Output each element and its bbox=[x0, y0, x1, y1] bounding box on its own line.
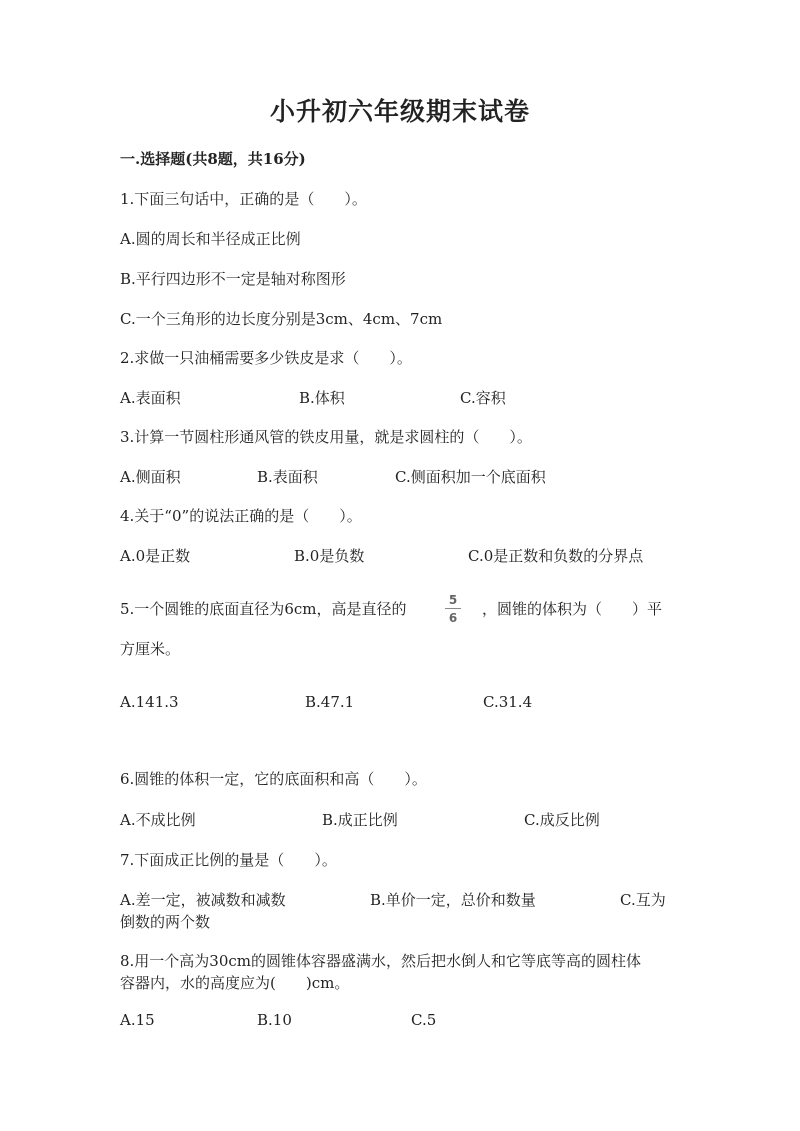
question-6-option-c: C.成反比例 bbox=[524, 811, 600, 829]
question-2-option-c: C.容积 bbox=[460, 389, 506, 407]
fraction-bar bbox=[445, 608, 461, 609]
question-1-option-b: B.平行四边形不一定是轴对称图形 bbox=[120, 270, 346, 288]
question-3-option-b: B.表面积 bbox=[257, 468, 318, 486]
question-4-option-a: A.0是正数 bbox=[120, 547, 191, 565]
question-6-stem: 6.圆锥的体积一定，它的底面积和高（ ）。 bbox=[120, 770, 427, 788]
fraction-five-sixths bbox=[445, 594, 461, 624]
question-8-option-a: A.15 bbox=[120, 1011, 155, 1029]
question-1-option-c: C.一个三角形的边长度分别是3cm、4cm、7cm bbox=[120, 310, 443, 328]
question-2-stem: 2.求做一只油桶需要多少铁皮是求（ ）。 bbox=[120, 349, 412, 367]
question-6-option-a: A.不成比例 bbox=[120, 811, 196, 829]
question-5-stem-end: ，圆锥的体积为（ ）平 bbox=[482, 600, 663, 618]
question-4-stem: 4.关于“0”的说法正确的是（ ）。 bbox=[120, 507, 362, 525]
question-8-stem-line-1: 8.用一个高为30cm的圆锥体容器盛满水，然后把水倒人和它等底等高的圆柱体 bbox=[120, 952, 642, 970]
question-3-stem: 3.计算一节圆柱形通风管的铁皮用量，就是求圆柱的（ ）。 bbox=[120, 428, 532, 446]
question-3-option-c: C.侧面积加一个底面积 bbox=[395, 468, 546, 486]
question-5-stem-start: 5.一个圆锥的底面直径为6cm，高是直径的 bbox=[120, 600, 407, 618]
question-8-option-b: B.10 bbox=[257, 1011, 292, 1029]
question-5-option-c: C.31.4 bbox=[483, 693, 533, 711]
section-heading: 一.选择题(共8题，共16分) bbox=[120, 150, 306, 168]
question-7-option-a: A.差一定，被减数和减数 bbox=[120, 891, 286, 909]
question-7-stem: 7.下面成正比例的量是（ ）。 bbox=[120, 851, 337, 869]
question-7-option-c-line-2: 倒数的两个数 bbox=[120, 913, 211, 931]
question-2-option-b: B.体积 bbox=[299, 389, 345, 407]
question-8-option-c: C.5 bbox=[411, 1011, 437, 1029]
question-7-option-c: C.互为 bbox=[620, 891, 666, 909]
question-4-option-c: C.0是正数和负数的分界点 bbox=[468, 547, 644, 565]
fraction-numerator: 5 bbox=[448, 593, 458, 607]
question-7-option-b: B.单价一定，总价和数量 bbox=[370, 891, 536, 909]
question-3-option-a: A.侧面积 bbox=[120, 468, 181, 486]
question-5-option-a: A.141.3 bbox=[120, 693, 179, 711]
question-4-option-b: B.0是负数 bbox=[294, 547, 365, 565]
question-5-stem-line-2: 方厘米。 bbox=[120, 640, 181, 658]
question-1-option-a: A.圆的周长和半径成正比例 bbox=[120, 230, 301, 248]
question-1-stem: 1.下面三句话中，正确的是（ ）。 bbox=[120, 190, 367, 208]
question-2-option-a: A.表面积 bbox=[120, 389, 181, 407]
question-8-stem-line-2: 容器内，水的高度应为( )cm。 bbox=[120, 974, 350, 992]
question-6-option-b: B.成正比例 bbox=[322, 811, 398, 829]
fraction-denominator: 6 bbox=[448, 611, 458, 625]
question-5-option-b: B.47.1 bbox=[305, 693, 355, 711]
page-title: 小升初六年级期末试卷 bbox=[269, 97, 530, 126]
